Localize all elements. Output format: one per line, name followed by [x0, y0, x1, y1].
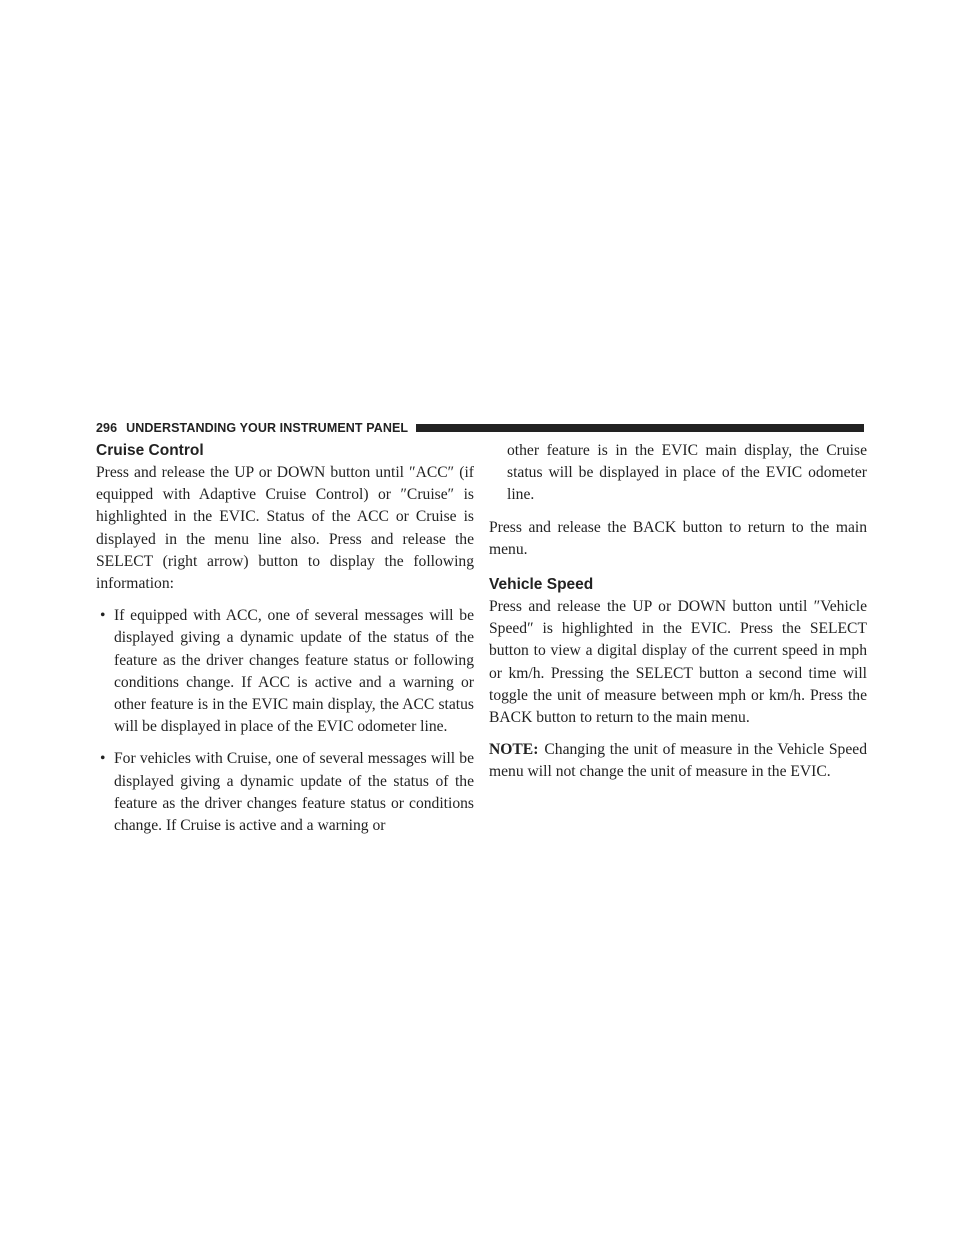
vehicle-speed-body: Press and release the UP or DOWN button until ″Vehicle Speed″ is highlighted in the EVIC. Press the SELECT button to view a digital display of the current speed in mph or km/h. Pressing the SELECT button a second time will toggle the unit of measure between mph or km/h. Press the BACK button to return to the main menu.	[489, 598, 867, 727]
back-instruction: Press and release the BACK button to return to the main menu.	[489, 518, 867, 558]
note-label: NOTE:	[489, 741, 539, 759]
cruise-control-intro: Press and release the UP or DOWN button until ″ACC″ (if equipped with Adaptive Cruise Control) or ″Cruise″ is highlighted in the EVIC. Status of the ACC or Cruise is displayed in the menu line also. Press and release the SELECT (right arrow) button to display the following information:	[96, 464, 474, 593]
list-item	[96, 605, 474, 738]
header-rule	[416, 424, 864, 432]
cruise-control-bullet-list	[96, 605, 474, 837]
page-number: 296	[96, 420, 118, 435]
bullet-icon: •	[100, 607, 106, 625]
right-column	[489, 440, 867, 794]
list-item	[96, 748, 474, 837]
note-paragraph	[489, 739, 867, 783]
bullet-text: For vehicles with Cruise, one of several messages will be displayed giving a dynamic update of the status of the feature as the driver changes feature status or conditions change. If Cruise is active and a warning or	[114, 750, 474, 835]
bullet-continuation: other feature is in the EVIC main display, the Cruise status will be displayed in place of the EVIC odometer line.	[507, 442, 867, 504]
note-text: Changing the unit of measure in the Vehicle Speed menu will not change the unit of measure in the EVIC.	[489, 741, 867, 781]
bullet-icon: •	[100, 750, 106, 768]
left-column	[96, 440, 474, 847]
cruise-control-heading: Cruise Control	[96, 442, 204, 459]
section-title: UNDERSTANDING YOUR INSTRUMENT PANEL	[126, 420, 409, 435]
bullet-text: If equipped with ACC, one of several messages will be displayed giving a dynamic update of the status of the feature as the driver changes feature status or following conditions change. If ACC is active and a warning or other feature is in the EVIC main display, the ACC status will be displayed in place of the EVIC odometer line.	[114, 607, 474, 736]
vehicle-speed-heading: Vehicle Speed	[489, 576, 594, 594]
page-header	[96, 419, 864, 436]
